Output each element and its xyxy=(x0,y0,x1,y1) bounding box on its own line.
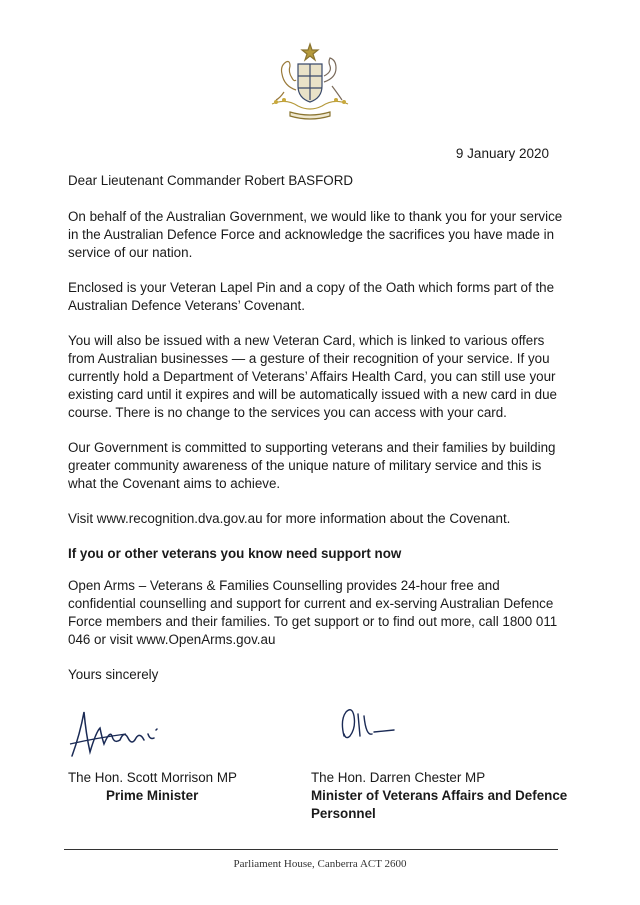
paragraph-veteran-card: You will also be issued with a new Veteran Card, which is linked to various offers from Australian businesses — a gesture of their recognition of your service. If you currently hold a Department of Veterans’ Affairs Health Card, you can still use your existing card until it expires and will be automatically issued with a new card in due course. There is no change to the services you can access with your card. xyxy=(68,333,558,420)
footer-address: Parliament House, Canberra ACT 2600 xyxy=(233,858,407,870)
support-heading: If you or other veterans you know need support now xyxy=(68,546,402,561)
paragraph-open-arms: Open Arms – Veterans & Families Counselling provides 24-hour free and confidential counselling and support for current and ex-serving Australian Defence Force members and their families. To get support or to find out more, call 1800 011 046 or visit www.OpenArms.gov.au xyxy=(68,578,558,647)
signer-chester xyxy=(311,769,571,823)
footer-divider xyxy=(64,849,558,850)
signer-title: Minister of Veterans Affairs and Defence Personnel xyxy=(311,788,568,821)
coat-of-arms-emblem xyxy=(262,42,358,124)
letter-date: 9 January 2020 xyxy=(455,146,549,161)
signer-title: Prime Minister xyxy=(106,788,199,803)
closing: Yours sincerely xyxy=(68,667,159,682)
letter-body xyxy=(68,172,568,701)
signature-block xyxy=(0,700,640,830)
signature-chester xyxy=(336,706,396,742)
signer-morrison xyxy=(68,769,237,805)
signer-name: The Hon. Darren Chester MP xyxy=(311,770,486,785)
signer-name: The Hon. Scott Morrison MP xyxy=(68,770,237,785)
paragraph-enclosed: Enclosed is your Veteran Lapel Pin and a copy of the Oath which forms part of the Australian Defence Veterans’ Covenant. xyxy=(68,280,555,313)
paragraph-government: Our Government is committed to supporting veterans and their families by building greater community awareness of the unique nature of military service and this is what the Covenant aims to achieve. xyxy=(68,440,556,491)
salutation: Dear Lieutenant Commander Robert BASFORD xyxy=(68,173,354,188)
paragraph-visit: Visit www.recognition.dva.gov.au for more information about the Covenant. xyxy=(68,511,511,526)
signature-morrison xyxy=(66,704,166,762)
paragraph-thanks: On behalf of the Australian Government, we would like to thank you for your service in the Australian Defence Force and acknowledge the sacrifices you have made in service of our nation. xyxy=(68,209,563,260)
